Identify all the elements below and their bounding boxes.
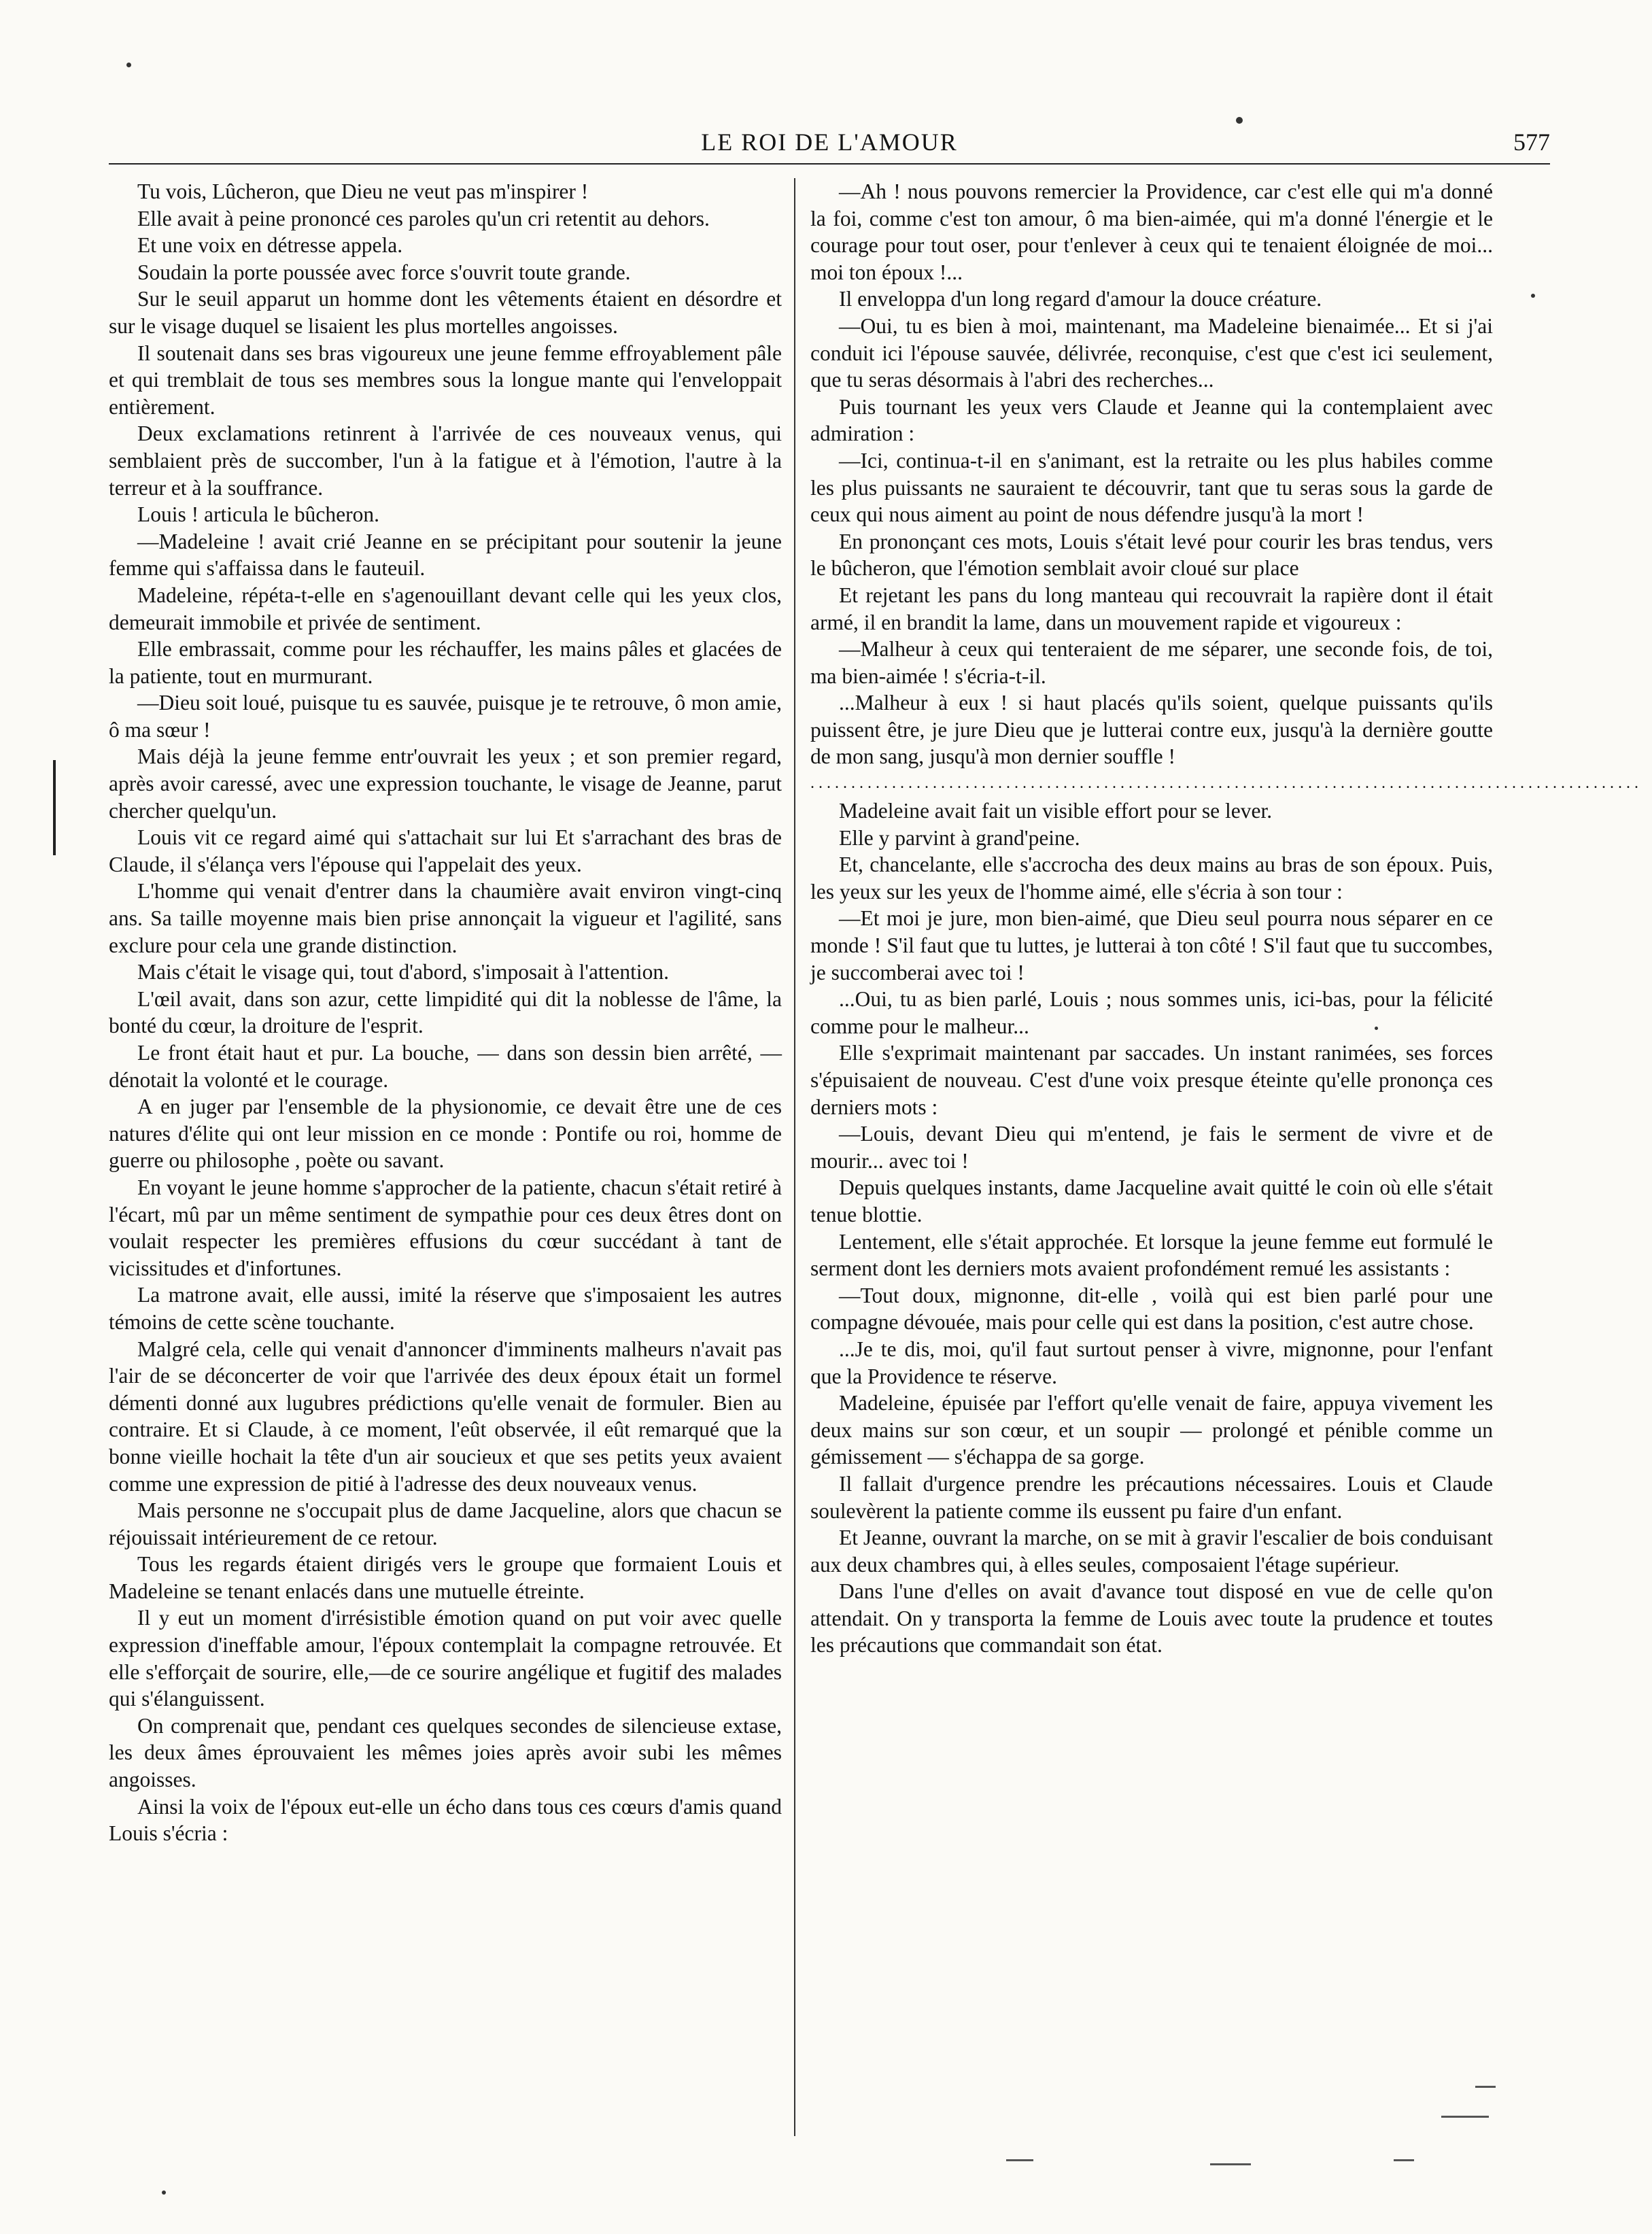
paragraph: Ainsi la voix de l'époux eut-elle un écho dans tous ces cœurs d'amis quand Louis s'écria : [109, 1794, 782, 1846]
paragraph: Louis ! articula le bûcheron. [137, 502, 379, 527]
paragraph: —Dieu soit loué, puisque tu es sauvée, puisque je te retrouve, ô mon amie, ô ma sœur ! [109, 691, 782, 742]
ink-speck [1236, 117, 1243, 124]
running-title: LE ROI DE L'AMOUR [701, 128, 958, 156]
margin-bar [53, 760, 56, 855]
paragraph: La matrone avait, elle aussi, imité la réserve que s'imposaient les autres témoins de cette scène touchante. [109, 1283, 782, 1334]
column-divider [794, 178, 795, 2136]
paragraph: Et Jeanne, ouvrant la marche, on se mit à gravir l'escalier de bois conduisant aux deux chambres qui, à elles seules, composaient l'étage supérieur. [810, 1526, 1493, 1577]
paragraph: Lentement, elle s'était approchée. Et lorsque la jeune femme eut formulé le serment dont les derniers mots avaient profondément remué les assistants : [810, 1229, 1493, 1281]
paragraph: Mais personne ne s'occupait plus de dame Jacqueline, alors que chacun se réjouissait intérieurement de ce retour. [109, 1498, 782, 1549]
paragraph: —Malheur à ceux qui tenteraient de me séparer, une seconde fois, de toi, ma bien-aimée ! s'écria-t-il. [810, 637, 1493, 688]
paragraph: Elle y parvint à grand'peine. [839, 825, 1080, 850]
paragraph: —Et moi je jure, mon bien-aimé, que Dieu seul pourra nous séparer en ce monde ! S'il faut que tu luttes, je lutterai à ton côté ! S'il faut que tu succombes, je succomberai avec toi ! [810, 906, 1493, 984]
paragraph: ...Oui, tu as bien parlé, Louis ; nous sommes unis, ici-bas, pour la félicité comme pour le malheur... [810, 987, 1493, 1038]
paragraph: Mais déjà la jeune femme entr'ouvrait les yeux ; et son premier regard, après avoir caressé, avec une expression touchante, le visage de Jeanne, parut chercher quelqu'un. [109, 744, 782, 823]
scan-mark [1475, 2086, 1496, 2088]
page-number: 577 [1513, 128, 1550, 156]
paragraph: Sur le seuil apparut un homme dont les vêtements étaient en désordre et sur le visage duquel se lisaient les plus mortelles angoisses. [109, 287, 782, 338]
paragraph: Il fallait d'urgence prendre les précautions nécessaires. Louis et Claude soulevèrent la patiente comme ils eussent pu faire d'un enfant. [810, 1471, 1493, 1523]
paragraph: Mais c'était le visage qui, tout d'abord, s'imposait à l'attention. [137, 960, 670, 984]
paragraph: Elle avait à peine prononcé ces paroles qu'un cri retentit au dehors. [137, 206, 710, 230]
paragraph: —Louis, devant Dieu qui m'entend, je fais le serment de vivre et de mourir... avec toi ! [810, 1122, 1493, 1173]
right-column [810, 178, 1642, 1659]
scan-mark [1394, 2159, 1414, 2161]
header-rule [109, 163, 1550, 165]
paragraph: Tu vois, Lûcheron, que Dieu ne veut pas m'inspirer ! [137, 179, 589, 203]
left-column [109, 178, 782, 1847]
paragraph: Malgré cela, celle qui venait d'annoncer d'imminents malheurs n'avait pas l'air de se déconcerter de voir que l'arrivée des deux époux était un formel démenti donné aux lugubres prédictions qu'elle venait de formuler. Bien au contraire. Et si Claude, à ce moment, l'eût observée, il eût remarqué que la bonne vieille hochait la tête d'un air soucieux et que ses petits yeux avaient comme une expression de pitié à l'adresse des deux nouveaux venus. [109, 1337, 782, 1496]
paragraph: Elle s'exprimait maintenant par saccades. Un instant ranimées, ses forces s'épuisaient de nouveau. C'est d'une voix presque éteinte qu'elle prononça ces derniers mots : [810, 1041, 1493, 1119]
scan-mark [1210, 2163, 1251, 2165]
ink-speck [162, 2190, 166, 2195]
page-header [109, 128, 1550, 163]
paragraph: Louis vit ce regard aimé qui s'attachait sur lui Et s'arrachant des bras de Claude, il s'élança vers l'épouse qui l'appelait des yeux. [109, 825, 782, 876]
paragraph: L'œil avait, dans son azur, cette limpidité qui dit la noblesse de l'âme, la bonté du cœur, la droiture de l'esprit. [109, 986, 782, 1038]
paragraph: En voyant le jeune homme s'approcher de la patiente, chacun s'était retiré à l'écart, mû par un même sentiment de sympathie pour ces deux êtres dont on voulait respecter les premières effusions du cœur succédant à tant de vicissitudes et d'infortunes. [109, 1175, 782, 1280]
paragraph: Il soutenait dans ses bras vigoureux une jeune femme effroyablement pâle et qui tremblait de tous ses membres sous la longue mante qui l'enveloppait entièrement. [109, 341, 782, 419]
paragraph: Madeleine, répéta-t-elle en s'agenouillant devant celle qui les yeux clos, demeurait immobile et privée de sentiment. [109, 583, 782, 634]
paragraph: Tous les regards étaient dirigés vers le groupe que formaient Louis et Madeleine se tenant enlacés dans une mutuelle étreinte. [109, 1552, 782, 1603]
paragraph: ...Je te dis, moi, qu'il faut surtout penser à vivre, mignonne, pour l'enfant que la Providence te réserve. [810, 1337, 1493, 1388]
paragraph: Il enveloppa d'un long regard d'amour la douce créature. [839, 287, 1322, 311]
paragraph: ...Malheur à eux ! si haut placés qu'ils soient, quelque puissants qu'ils puissent être, je jure Dieu que je lutterai contre eux, jusqu'à la dernière goutte de mon sang, jusqu'à mon dernier souffle ! [810, 691, 1493, 769]
paragraph: Puis tournant les yeux vers Claude et Jeanne qui la contemplaient avec admiration : [810, 394, 1493, 446]
ink-speck [126, 63, 131, 67]
paragraph: Le front était haut et pur. La bouche, — dans son dessin bien arrêté, — dénotait la volonté et le courage. [109, 1041, 782, 1092]
paragraph: Deux exclamations retinrent à l'arrivée de ces nouveaux venus, qui semblaient près de succomber, l'un à la fatigue et à l'émotion, l'autre à la terreur et à la souffrance. [109, 422, 782, 500]
paragraph: —Oui, tu es bien à moi, maintenant, ma Madeleine bienaimée... Et si j'ai conduit ici l'épouse sauvée, délivrée, reconquise, c'est que c'est ici seulement, que tu seras désormais à l'abri des recherches... [810, 313, 1493, 392]
ink-speck [1531, 294, 1535, 298]
paragraph: On comprenait que, pendant ces quelques secondes de silencieuse extase, les deux âmes éprouvaient les mêmes joies après avoir subi les mêmes angoisses. [109, 1713, 782, 1792]
scan-mark [1006, 2159, 1033, 2161]
paragraph: Elle embrassait, comme pour les réchauffer, les mains pâles et glacées de la patiente, tout en murmurant. [109, 637, 782, 688]
ink-speck [1375, 1027, 1378, 1030]
section-separator: ...................................................................................................... [810, 774, 1642, 793]
paragraph: En prononçant ces mots, Louis s'était levé pour courir les bras tendus, vers le bûcheron, que l'émotion semblait avoir cloué sur place [810, 529, 1493, 581]
paragraph: Et une voix en détresse appela. [137, 233, 403, 258]
paragraph: Madeleine avait fait un visible effort pour se lever. [839, 799, 1273, 823]
paragraph: Il y eut un moment d'irrésistible émotion quand on put voir avec quelle expression d'ineffable amour, l'époux contemplait la compagne retrouvée. Et elle s'efforçait de sourire, elle,—de ce sourire angélique et fugitif des malades qui s'élanguissent. [109, 1606, 782, 1711]
paragraph: L'homme qui venait d'entrer dans la chaumière avait environ vingt-cinq ans. Sa taille moyenne mais bien prise annonçait la vigueur et l'agilité, sans exclure pour cela une grande distinction. [109, 879, 782, 957]
paragraph: Et rejetant les pans du long manteau qui recouvrait la rapière dont il était armé, il en brandit la lame, dans un mouvement rapide et vigoureux : [810, 583, 1493, 634]
paragraph: Soudain la porte poussée avec force s'ouvrit toute grande. [137, 260, 631, 284]
paragraph: Et, chancelante, elle s'accrocha des deux mains au bras de son époux. Puis, les yeux sur les yeux de l'homme aimé, elle s'écria à son tour : [810, 853, 1493, 904]
scan-mark [1441, 2116, 1489, 2118]
paragraph: —Ici, continua-t-il en s'animant, est la retraite ou les plus habiles comme les plus puissants ne sauraient te découvrir, tant que tu seras sous la garde de ceux qui nous aiment au point de nous défendre jusqu'à la mort ! [810, 448, 1493, 527]
paragraph: Depuis quelques instants, dame Jacqueline avait quitté le coin où elle s'était tenue blottie. [810, 1175, 1493, 1226]
paragraph: —Madeleine ! avait crié Jeanne en se précipitant pour soutenir la jeune femme qui s'affaissa dans le fauteuil. [109, 529, 782, 581]
paragraph: —Tout doux, mignonne, dit-elle , voilà qui est bien parlé pour une compagne dévouée, mais pour celle qui est dans la position, c'est autre chose. [810, 1283, 1493, 1335]
paragraph: A en juger par l'ensemble de la physionomie, ce devait être une de ces natures d'élite qui ont leur mission en ce monde : Pontife ou roi, homme de guerre ou philosophe , poète ou savant. [109, 1095, 782, 1173]
paragraph: —Ah ! nous pouvons remercier la Providence, car c'est elle qui m'a donné la foi, comme c'est ton amour, ô ma bien-aimée, qui m'a donné l'énergie et le courage pour tout oser, pour t'enlever à ceux qui te tenaient éloignée de moi... moi ton époux !... [810, 179, 1493, 284]
paragraph: Madeleine, épuisée par l'effort qu'elle venait de faire, appuya vivement les deux mains sur son cœur, et un soupir — prolongé et pénible comme un gémissement — s'échappa de sa gorge. [810, 1391, 1493, 1469]
paragraph: Dans l'une d'elles on avait d'avance tout disposé en vue de celle qu'on attendait. On y transporta la femme de Louis avec toute la prudence et toutes les précautions que commandait son état. [810, 1579, 1493, 1657]
